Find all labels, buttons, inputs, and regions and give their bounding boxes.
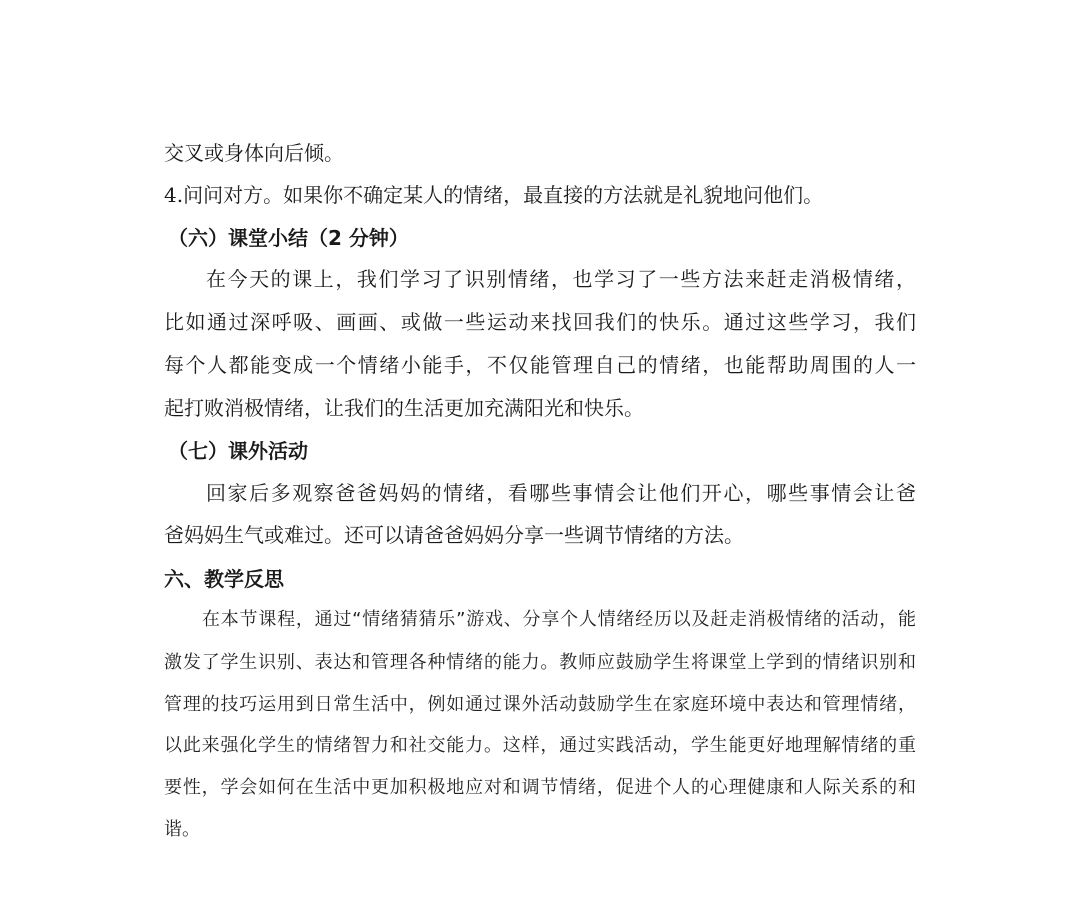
paragraph-reflection-line-2: 激发了学生识别、表达和管理各种情绪的能力。教师应鼓励学生将课堂上学到的情绪识别和 — [164, 652, 916, 673]
paragraph-activity-line-1: 回家后多观察爸爸妈妈的情绪，看哪些事情会让他们开心，哪些事情会让爸 — [206, 481, 916, 505]
section-heading-summary: （六）课堂小结（2 分钟） — [168, 226, 409, 250]
paragraph-summary-line-1: 在今天的课上，我们学习了识别情绪，也学习了一些方法来赶走消极情绪， — [206, 267, 916, 291]
paragraph-activity-line-2: 爸妈妈生气或难过。还可以请爸爸妈妈分享一些调节情绪的方法。 — [164, 523, 744, 547]
paragraph-reflection-line-6: 谐。 — [164, 819, 200, 840]
paragraph-summary-line-3: 每个人都能变成一个情绪小能手，不仅能管理自己的情绪，也能帮助周围的人一 — [164, 353, 916, 377]
paragraph-reflection-line-4: 以此来强化学生的情绪智力和社交能力。这样，通过实践活动，学生能更好地理解情绪的重 — [164, 735, 916, 756]
section-heading-activity: （七）课外活动 — [168, 439, 308, 463]
section-heading-reflection: 六、教学反思 — [164, 567, 284, 591]
paragraph-reflection-line-1: 在本节课程，通过“情绪猜猜乐”游戏、分享个人情绪经历以及赶走消极情绪的活动，能 — [202, 609, 916, 630]
text-line-2: 4.问问对方。如果你不确定某人的情绪，最直接的方法就是礼貌地问他们。 — [164, 183, 824, 207]
paragraph-summary-line-4: 起打败消极情绪，让我们的生活更加充满阳光和快乐。 — [164, 396, 644, 420]
paragraph-reflection-line-5: 要性，学会如何在生活中更加积极地应对和调节情绪，促进个人的心理健康和人际关系的和 — [164, 777, 916, 798]
paragraph-summary-line-2: 比如通过深呼吸、画画、或做一些运动来找回我们的快乐。通过这些学习，我们 — [164, 310, 916, 334]
paragraph-reflection-line-3: 管理的技巧运用到日常生活中，例如通过课外活动鼓励学生在家庭环境中表达和管理情绪， — [164, 694, 916, 715]
text-line-1: 交叉或身体向后倾。 — [164, 141, 344, 165]
